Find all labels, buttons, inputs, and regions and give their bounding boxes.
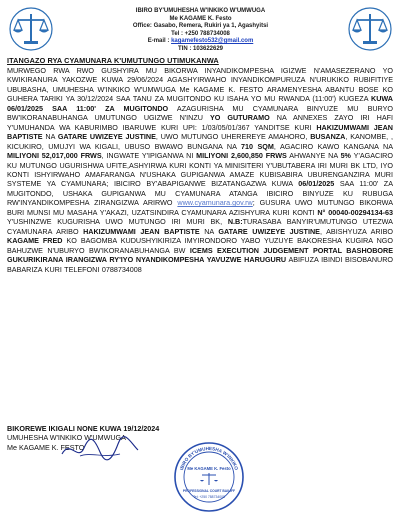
body-text: ; GUSURA UWO MUTUNGO BIKORWA BURI MUNSI MU MASAHA Y'AKAZI, UZATSINDIRA CYAMUNARA AZISHYURA KURI KONTI [7, 198, 393, 217]
body-text: AHWANYE NA [286, 151, 341, 161]
body-bold: MILIYONI 52,017,000 FRWS [7, 151, 102, 161]
body-bold: MILIYONI 2,600,850 FRWS [196, 151, 287, 161]
body-bold: N° 00040-00294134-63 [317, 207, 393, 217]
body-bold: HAKIZUMWAMI JEAN BAPTISTE [83, 226, 200, 236]
body-bold: GATARE UWIZEYE JUSTINE [218, 226, 320, 236]
stamp-scales-icon [200, 473, 218, 485]
body-text: SAA 11:00' ZA MUGITONDO, USHAKA GUPIGANWA MU CYAMUNARA ATANGA IBICIRO BINYUZE KU RUBUGA RW'INYANDIKOMPESHA ZIRANGIZWA ARIRWO [7, 179, 393, 208]
body-bold: 06/01/2025 [298, 179, 335, 189]
body-text: , AGACIRO KAWO KANGANA NA [273, 141, 393, 151]
body-bold: KUWA 06/01/2025 SAA 11:00' ZA MUGITONDO [7, 94, 393, 113]
letterhead-tel: Tel : +250 788734008 [171, 30, 230, 37]
stamp-middle-text: PROFESSIONAL COURT BAILIFF [182, 489, 236, 493]
body-text: Y'USHINZWE KUGURISHA UWO MUTUNGO IRI MURI BK, [7, 217, 228, 227]
email-label: E-mail : [147, 38, 172, 45]
letterhead-office: Office: Gasabo, Remera, Rukiri ya 1, Agashyitsi [132, 23, 269, 30]
letterhead-email-line [60, 38, 341, 46]
body-text: , INGWATE Y'IPIGANWA NI [101, 151, 197, 161]
body-bold: BUSANZA [310, 132, 346, 142]
body-text: , KANOMBE, , KICUKIRO, UMUJYI WA KIGALI, UBUSO BWAWO BUNGANA NA [7, 132, 393, 151]
body-bold: GATARE UWIZEYE JUSTINE [57, 132, 156, 142]
body-text: ABIFUZA IBINDI BISOBANURO BABARIZA KURI TELEFONI 0788734008 [7, 255, 393, 274]
body-text: NA [199, 226, 219, 236]
body-bold: 5% [340, 151, 351, 161]
body-text: , ABISHYUZA ARIBO [319, 226, 393, 236]
body-text: AZAGURISHA MU CYAMUNARA BINYUZE MU BURYO BW'IKORANABUHANGA UMUTUNGO UGIZWE N'INZU [7, 103, 393, 123]
notice-body [7, 66, 393, 274]
body-bold: KAGAME FRED [7, 236, 63, 246]
scales-of-justice-logo-left [8, 6, 54, 52]
scales-of-justice-logo-right [347, 6, 393, 52]
handwritten-signature [60, 434, 140, 464]
letterhead-org: IBIRO BY'UMUHESHA W'INKIKO W'UMWUGA [135, 8, 266, 14]
signer-name: Me KAGAME K. FESTO [7, 442, 85, 452]
place-date: BIKOREWE IKIGALI NONE KUWA 19/12/2024 [7, 424, 160, 433]
body-text: KO BAGOMBA KUDUSHYIKIRIZA IMYIRONDORO YABO YUZUYE BAKORESHA KUGIRA NGO BAHUZWE N'UBURYO BW'IKORANABUHANGA BW [7, 236, 393, 255]
signer-role: UMUHESHA W'INKIKO W'UMWUGA [7, 433, 126, 443]
body-bold: 710 SQM [241, 141, 274, 151]
official-stamp [172, 440, 246, 514]
body-text: Y'AGACIRO KU MUTUNGO UGURISHWA UFITE,ASHYIRWA KURI KONTI YA MINISITERI Y'UBUTABERA IRI MURI BK LTD, IYO KONTI ISHYIRWAHO AMAFARANGA N'USHAKA GUPIGANWA AMAZE KUBISABIRA UBURENGANZIRA MURI SYSTEME YA CYAMUNARA; IBICIRO BY'ABAPIGANWE BIZATANGAZWA KUWA [7, 151, 393, 189]
cyamunara-website-link[interactable]: www.cyamunara.gov.rw [177, 198, 253, 208]
body-text: MURWEGO RWA RWO GUSHYIRA MU BIKORWA INYANDIKOMPESHA IGIZWE N'AMASEZERANO YO KWIKIRANURA YAKOZWE KUWA 29/06/2024 AGASHYIRWAHO INYANDIKOMPURUZA N'URUKIKO RUBIFITIYE UBUBASHA, UMUHESHA W'INKIKO W'UMWUGA Me KAGAME K. FESTO ARAMENYESHA ABANTU BOSE KO GUHERA TARIKI YA 30/12/2024 SAA TANU ZA MUGITONDO KU ISAHA YO MU RWANDA (11:00') KUGEZA [7, 66, 393, 104]
body-text: TURASABA BANYIR'UMUTUNGO UTEZWA CYAMUNARA ARIBO [7, 217, 393, 236]
body-bold: N.B: [227, 217, 243, 227]
body-bold: HAKIZUMWAMI JEAN BAPTISTE [7, 122, 393, 142]
body-text: NA ANNEXES ZAYO IRI HAFI Y'UMUHANDA WA KABURIMBO IBARUWE KURI UPI: 1/03/05/01/367 YANDITSE KURI [7, 113, 393, 132]
body-text: NA [42, 132, 58, 142]
notice-title: ITANGAZO RYA CYAMUNARA K'UMUTUNGO UTIMUKANWA [7, 56, 219, 65]
letterhead [60, 8, 341, 54]
stamp-name: Me KAGAME K. Festo [187, 466, 231, 471]
email-link[interactable]: kagamefesto532@gmail.com [171, 38, 254, 45]
body-bold: YO GUTURAMO [209, 113, 270, 123]
body-bold: ICEMS EXECUTION JUDGEMENT PORTAL BASHOBORE GUKURIKIRANA IRANGIZWA RY'IYO NYANDIKOMPESHA YAVUZWE HARUGURU [7, 245, 393, 265]
stamp-tel: Tel: +250 788734008 [193, 495, 225, 499]
body-text: , UWO MUTUNGO UHEREREYE AMAHORO, [155, 132, 311, 142]
letterhead-tin: TIN : 103622629 [177, 45, 224, 52]
stamp-top-text: IBIRO BY'UMUHESHA W'INKIKO [178, 445, 240, 471]
letterhead-name: Me KAGAME K. Festo [169, 15, 232, 22]
